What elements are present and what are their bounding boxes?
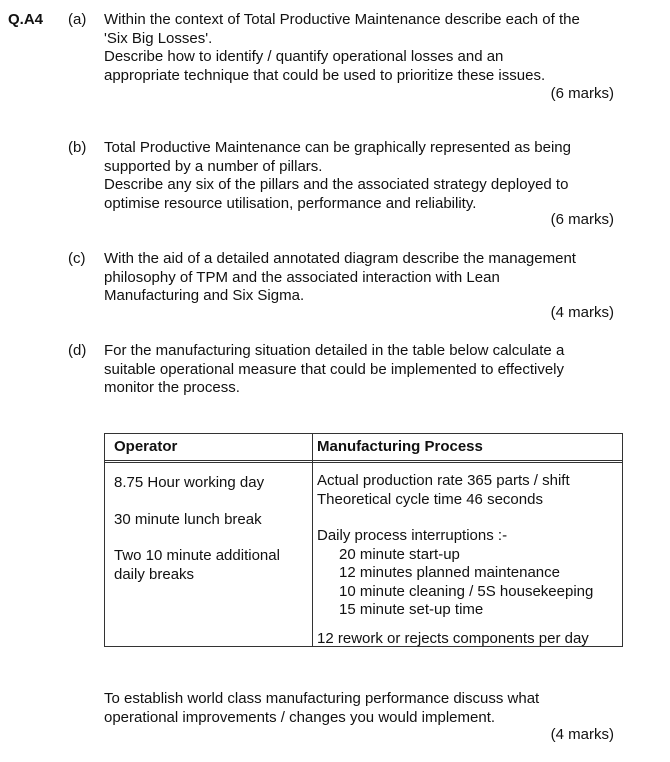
part-a-marks: (6 marks) [550, 85, 614, 102]
closing-marks: (4 marks) [550, 726, 614, 743]
closing-text [104, 690, 624, 727]
operator-breaks-line: daily breaks [114, 565, 195, 583]
part-a-label: (a) [68, 11, 87, 28]
part-c-marks: (4 marks) [550, 304, 614, 321]
part-c-line: philosophy of TPM and the associated interaction with Lean [104, 268, 500, 286]
part-b-line: supported by a number of pillars. [104, 157, 323, 175]
operator-lunch-break: 30 minute lunch break [114, 511, 262, 528]
part-d-line: suitable operational measure that could be implemented to effectively [104, 360, 564, 378]
part-a-line: appropriate technique that could be used to prioritize these issues. [104, 66, 546, 84]
part-b-marks: (6 marks) [550, 211, 614, 228]
table-header-manufacturing-process: Manufacturing Process [317, 438, 483, 455]
table-column-divider [312, 434, 313, 646]
part-c-label: (c) [68, 250, 86, 267]
part-b-line: Total Productive Maintenance can be graphically represented as being [104, 139, 571, 156]
operator-breaks-line: Two 10 minute additional [114, 547, 280, 564]
process-production-rate: Actual production rate 365 parts / shift [317, 472, 570, 489]
process-cycle-time: Theoretical cycle time 46 seconds [317, 490, 543, 508]
part-c-line: Manufacturing and Six Sigma. [104, 287, 305, 304]
part-d-line: monitor the process. [104, 379, 240, 396]
interruption-item: 15 minute set-up time [339, 601, 484, 618]
interruption-item: 20 minute start-up [339, 545, 460, 563]
operator-breaks [114, 547, 280, 584]
closing-line: operational improvements / changes you would implement. [104, 708, 496, 726]
part-c-line: With the aid of a detailed annotated diagram describe the management [104, 250, 576, 267]
part-a-text [104, 11, 624, 85]
part-a-line: Describe how to identify / quantify operational losses and an [104, 48, 504, 65]
part-b-line: optimise resource utilisation, performance and reliability. [104, 194, 477, 212]
interruption-item: 12 minutes planned maintenance [339, 564, 560, 581]
operator-working-day: 8.75 Hour working day [114, 474, 265, 491]
table-header-divider [105, 462, 622, 463]
part-d-label: (d) [68, 342, 87, 359]
part-a-line: 'Six Big Losses'. [104, 29, 213, 47]
manufacturing-table [104, 433, 623, 647]
question-number: Q.A4 [8, 11, 44, 28]
process-rework: 12 rework or rejects components per day [317, 630, 589, 647]
part-d-line: For the manufacturing situation detailed in the table below calculate a [104, 342, 565, 359]
part-b-label: (b) [68, 139, 87, 156]
process-interruptions [317, 527, 593, 620]
part-d-text [104, 342, 624, 398]
table-header-operator: Operator [114, 438, 178, 455]
closing-line: To establish world class manufacturing performance discuss what [104, 690, 540, 707]
process-rates [317, 472, 570, 509]
process-interruptions-title: Daily process interruptions :- [317, 527, 508, 544]
part-b-line: Describe any six of the pillars and the associated strategy deployed to [104, 176, 569, 193]
interruption-item: 10 minute cleaning / 5S housekeeping [339, 582, 594, 600]
table-header-divider [105, 460, 622, 461]
part-c-text [104, 250, 624, 306]
part-b-text [104, 139, 624, 213]
part-a-line: Within the context of Total Productive Maintenance describe each of the [104, 11, 580, 28]
